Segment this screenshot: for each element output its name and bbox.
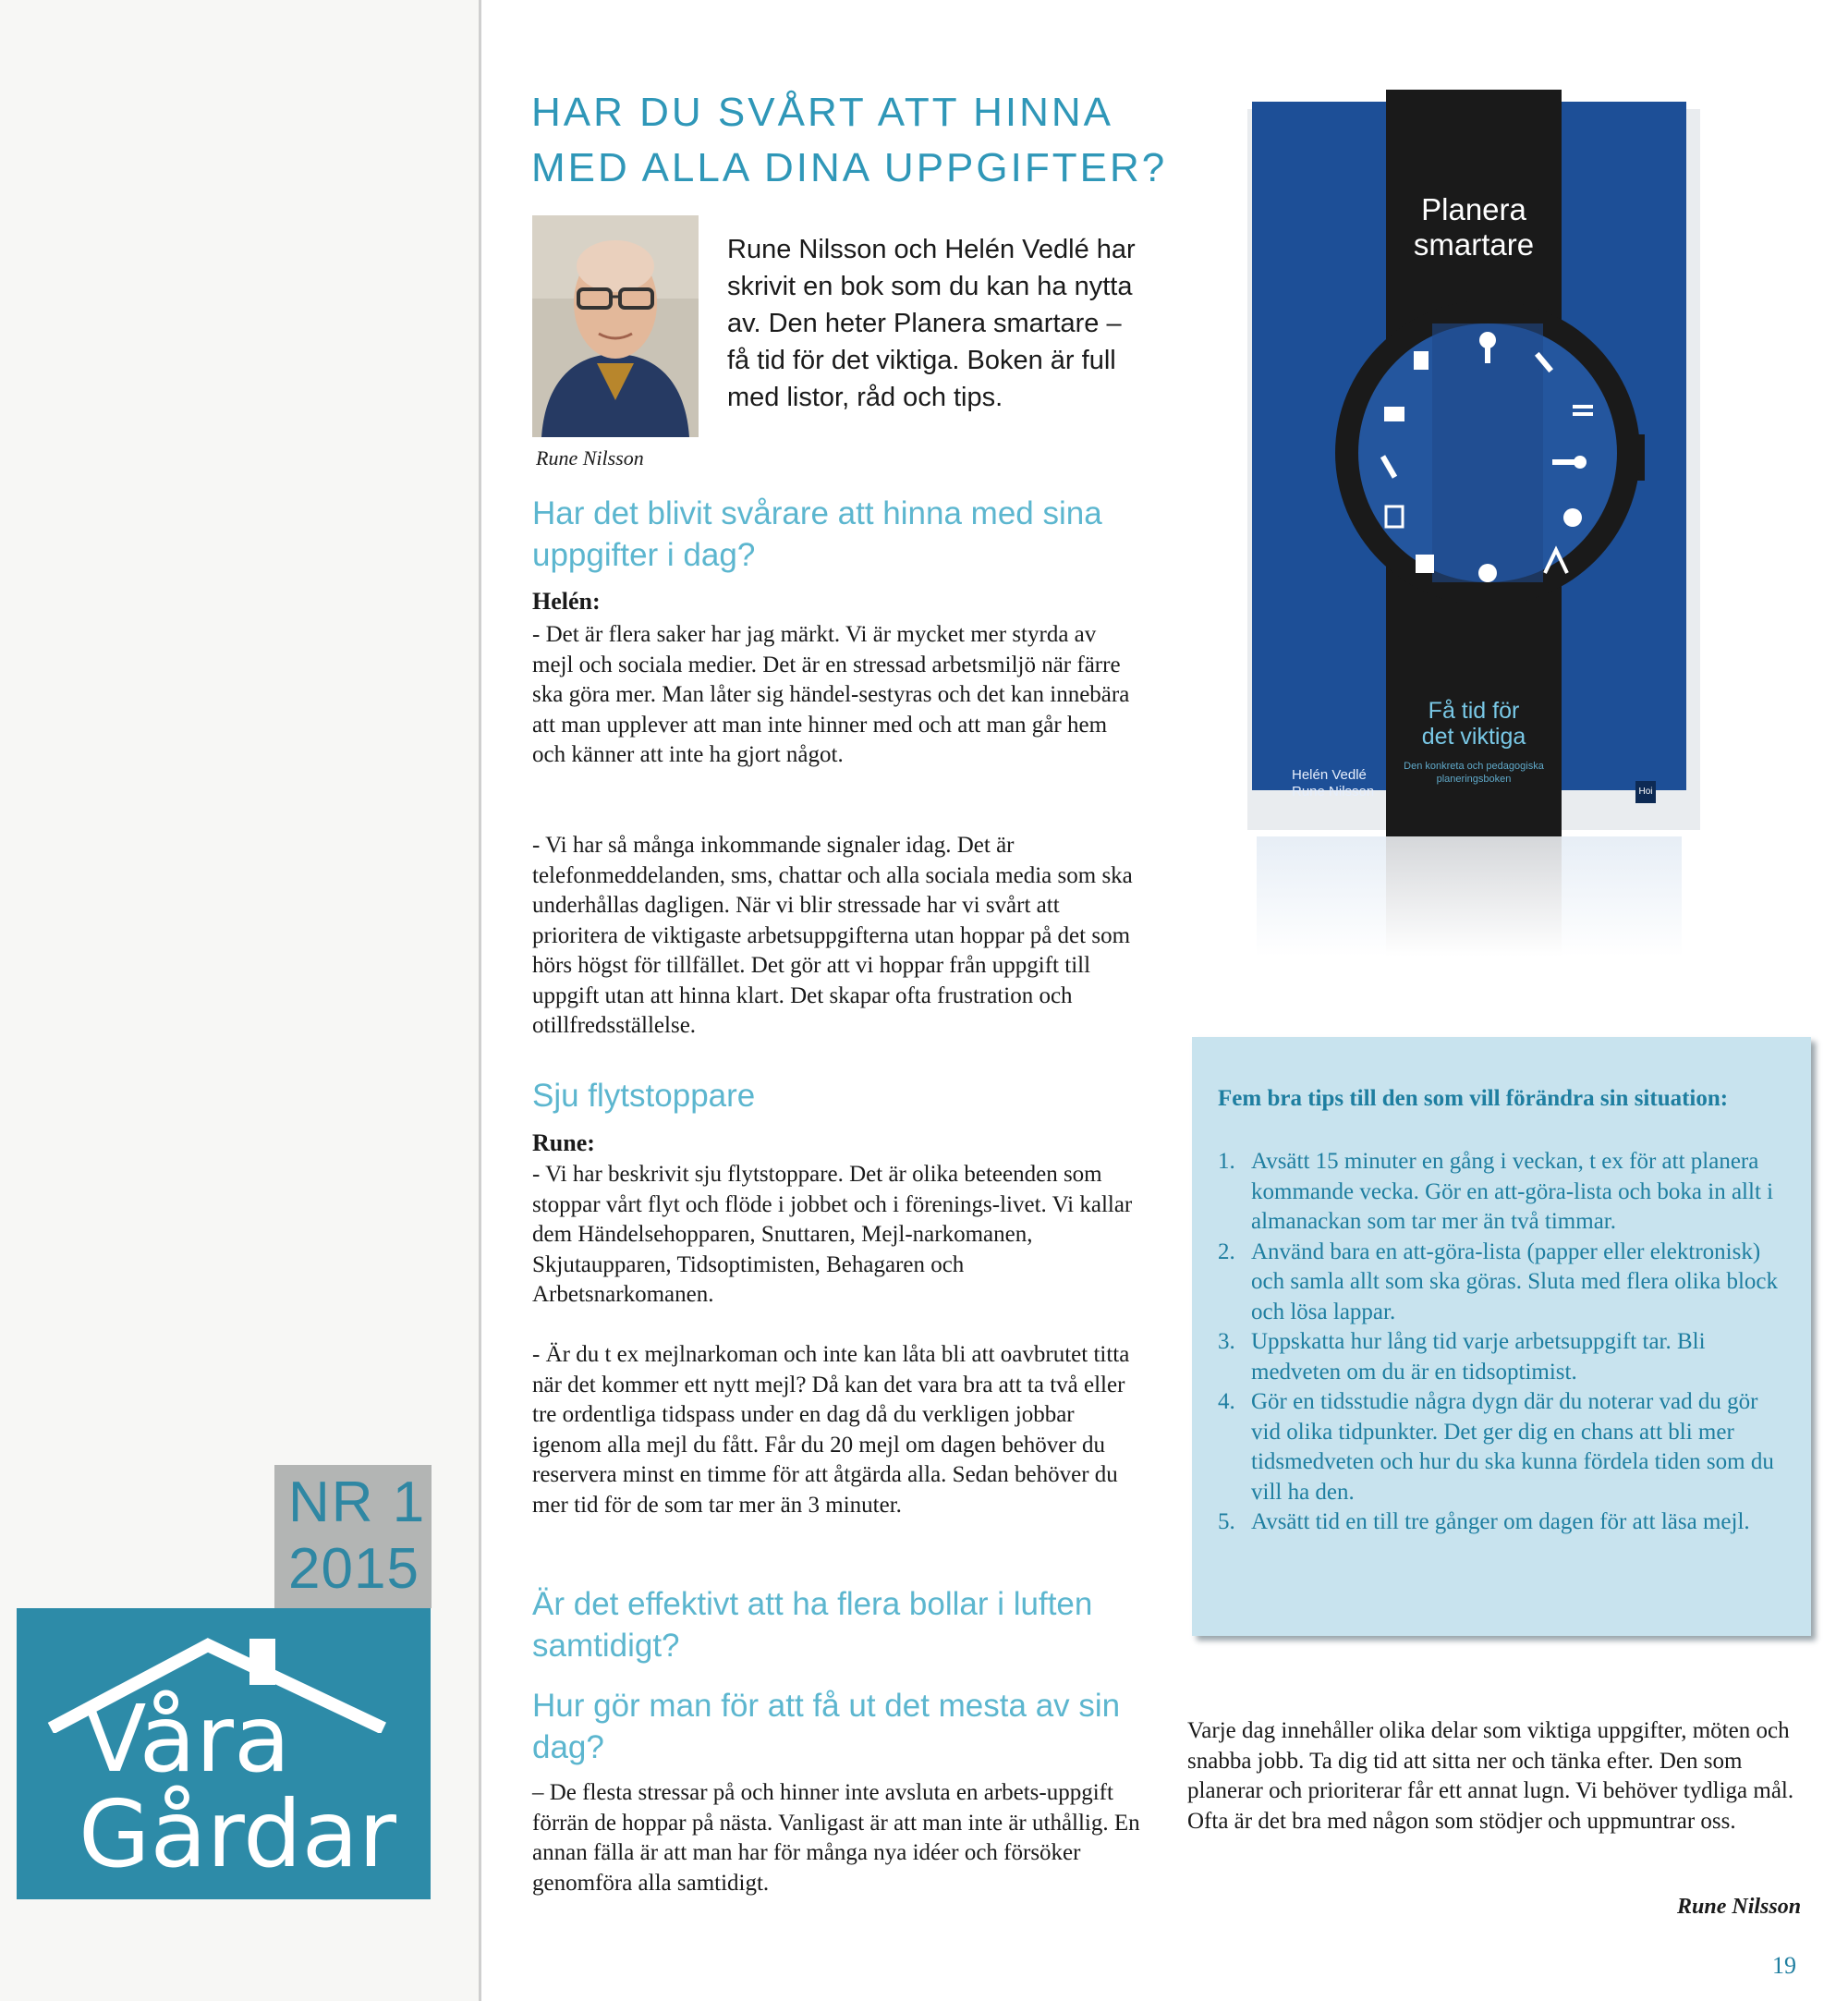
section1-paragraph-2: - Vi har så många inkommande signaler idag. Det är telefonmeddelanden, sms, chattar och alla sociala media som ska underhållas dagligen. När vi blir stressade har vi svårt att prioritera de viktigaste arbetsuppgifterna utan hoppar på det som hörs högst för tillfället. Det gör att vi hoppar från uppgift till uppgift utan att hinna klart. Det skapar ofta frustration och otillfredsställelse. [532, 833, 1133, 1038]
section3-paragraph: – De flesta stressar på och hinner inte avsluta en arbets-uppgift förrän de hoppar på nästa. Vanligast är att man inte är uthållig. En annan fälla är att man har för många nya idéer och försöker genomföra alla samtidigt. [532, 1780, 1140, 1896]
article-intro: Rune Nilsson och Helén Vedlé har skrivit en bok som du kan ha nytta av. Den heter Planera smartare – få tid för det viktiga. Boken är full med listor, råd och tips. [727, 235, 1136, 412]
book-subtitle-line1: Få tid för [1428, 698, 1520, 724]
section2-paragraph-1: - Vi har beskrivit sju flytstoppare. Det är olika beteenden som stoppar vårt flyt och flöde i jobbet och i förenings-livet. Vi kallar dem Händelsehopparen, Snuttaren, Mejl-narkomanen, Skjutaupparen, Tidsoptimisten, Behagaren och Arbetsnarkomanen. [532, 1162, 1133, 1307]
magazine-name-line2: Gårdar [79, 1780, 396, 1888]
section-heading-2: Sju flytstoppare [532, 1078, 756, 1114]
issue-year: 2015 [288, 1537, 419, 1601]
book-title [1386, 192, 1562, 262]
portrait-image [532, 215, 699, 437]
tip-number: 1. [1218, 1149, 1235, 1174]
photo-caption: Rune Nilsson [536, 446, 644, 470]
article-title-line2: MED ALLA DINA UPPGIFTER? [531, 145, 1168, 190]
section-heading-4: Hur gör man för att få ut det mesta av sin dag? [532, 1688, 1121, 1765]
book-title-line2: smartare [1413, 227, 1535, 262]
section-heading-3: Är det effektivt att ha flera bollar i luften samtidigt? [532, 1586, 1093, 1664]
closing-paragraph: Varje dag innehåller olika delar som viktiga uppgifter, möten och snabba jobb. Ta dig tid att sitta ner och tänka efter. Den som planerar och prioriterar får ett annat lugn. Vi behöver tydliga mål. Ofta är det bra med någon som stödjer och uppmuntrar oss. [1187, 1718, 1794, 1834]
page-number: 19 [1772, 1952, 1796, 1979]
author-photo [532, 215, 699, 437]
section2-paragraph-2: - Är du t ex mejlnarkoman och inte kan låta bli att oavbrutet titta när det kommer ett nytt mejl? Då kan det vara bra att ta två eller tre ordentliga tidspass under en dag då du verkligen jobbar igenom alla mejl du fått. Får du 20 mejl om dagen behöver du reservera minst en timme för att åtgärda alla. Sedan behöver du mer tid för de som tar mer än 3 minuter. [532, 1342, 1130, 1518]
book-author-1: Helén Vedlé [1292, 767, 1367, 783]
tip-item [1218, 1507, 1791, 1538]
tip-text: Avsätt 15 minuter en gång i veckan, t ex för att planera kommande vecka. Gör en att-göra-lista och boka in allt i almanackan som tar mer än två timmar. [1251, 1149, 1774, 1234]
tip-item [1218, 1387, 1791, 1507]
section1-paragraph-1: - Det är flera saker har jag märkt. Vi är mycket mer styrda av mejl och sociala medier. Det är en stressad arbetsmiljö när färre ska göra mer. Man låter sig händel-sestyras och det kan innebära att man upplever att man inte hinner med och att man går hem och känner att inte ha gjort något. [532, 622, 1130, 767]
tip-text: Uppskatta hur lång tid varje arbetsuppgift tar. Bli medveten om du är en tidsoptimist. [1251, 1329, 1706, 1385]
book-title-line1: Planera [1421, 192, 1526, 226]
issue-number: NR 1 [288, 1470, 427, 1534]
tip-number: 5. [1218, 1509, 1235, 1534]
article-title-line1: HAR DU SVÅRT ATT HINNA [531, 90, 1113, 135]
tip-text: Gör en tidsstudie några dygn där du noterar vad du gör vid olika tidpunkter. Det ger dig en chans att bli mer tidsmedveten och hur du ska kunna fördela tiden som du vill ha den. [1251, 1389, 1774, 1505]
tip-item [1218, 1147, 1791, 1238]
author-signature: Rune Nilsson [1677, 1895, 1802, 1919]
page-fold-line [479, 0, 481, 2001]
tip-number: 4. [1218, 1389, 1235, 1414]
article-title [531, 85, 1197, 196]
speaker-helen: Helén: [532, 588, 601, 615]
tip-number: 3. [1218, 1329, 1235, 1354]
book-subtitle [1386, 698, 1562, 750]
publisher-logo: Hoi [1635, 781, 1656, 803]
tip-item [1218, 1327, 1791, 1387]
speaker-rune: Rune: [532, 1129, 595, 1156]
tips-list [1218, 1147, 1791, 1538]
tip-item [1218, 1238, 1791, 1328]
tip-text: Avsätt tid en till tre gånger om dagen för att läsa mejl. [1251, 1509, 1750, 1534]
book-subtitle-line2: det viktiga [1421, 724, 1526, 750]
section-heading-1: Har det blivit svårare att hinna med sina uppgifter i dag? [532, 495, 1102, 573]
tip-text: Använd bara en att-göra-lista (papper eller elektronisk) och samla allt som ska göras. Sluta med flera olika block och lösa lappar. [1251, 1238, 1778, 1324]
clock-icon [1331, 296, 1645, 610]
tip-number: 2. [1218, 1238, 1235, 1264]
book-tagline: Den konkreta och pedagogiska planeringsboken [1404, 761, 1544, 785]
book-reflection-band [1386, 836, 1562, 957]
book-author-2: Rune Nilsson [1292, 784, 1375, 799]
tips-heading: Fem bra tips till den som vill förändra sin situation: [1218, 1086, 1729, 1111]
book-authors [1292, 767, 1374, 800]
magazine-name-line1: Våra [83, 1685, 291, 1793]
